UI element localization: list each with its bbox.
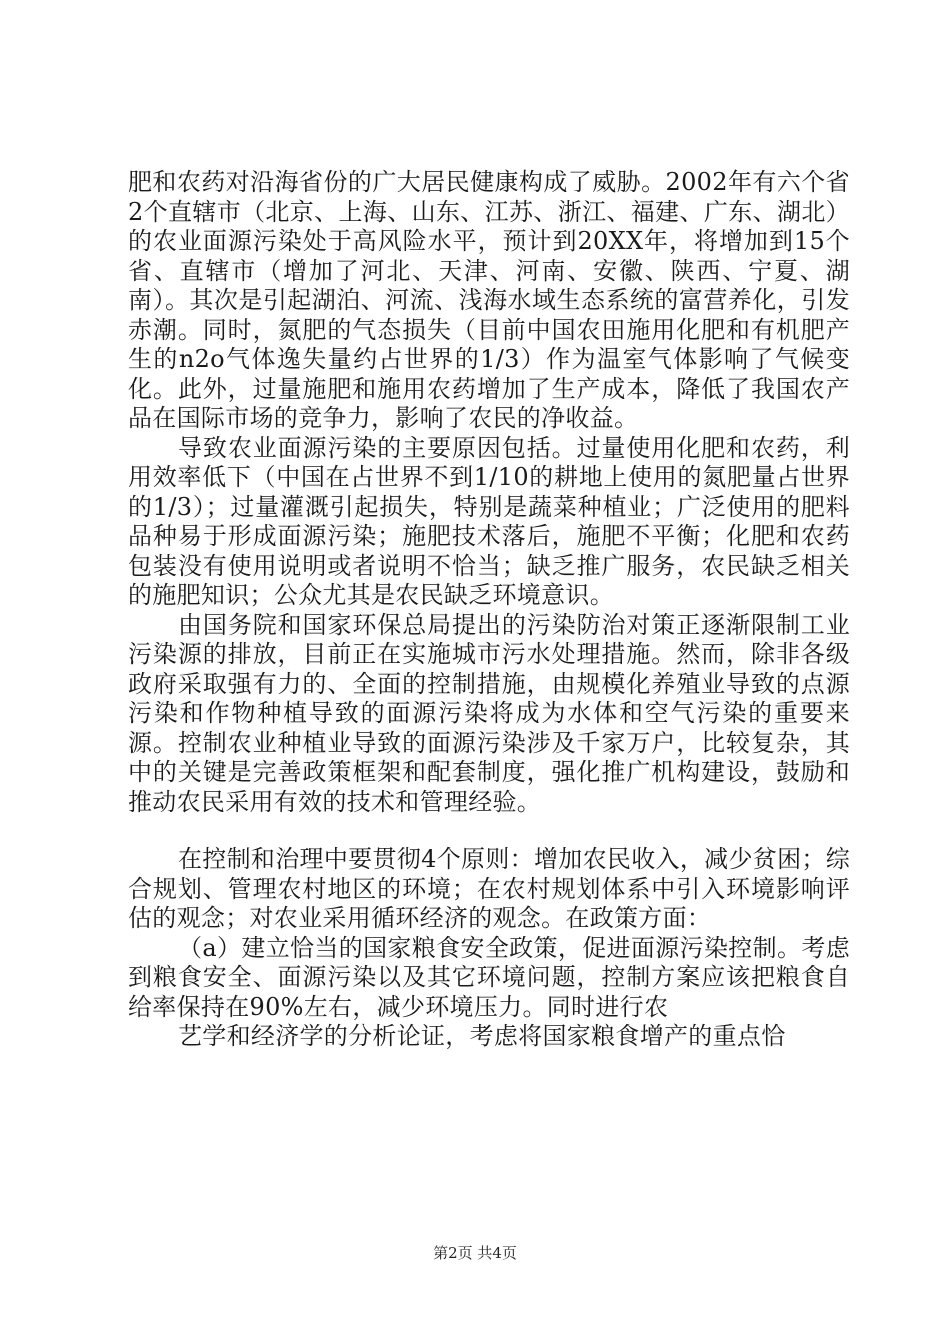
page-footer: 第2页 共4页 — [433, 1244, 517, 1262]
paragraph-1: 肥和农药对沿海省份的广大居民健康构成了威胁。2002年有六个省2个直辖市（北京、上海、山东、江苏、浙江、福建、广东、湖北）的农业面源污染处于高风险水平，预计到20XX年，将增加到15个省、直辖市（增加了河北、天津、河南、安徽、陕西、宁夏、湖南）。其次是引起湖泊、河流、浅海水域生态系统的富营养化，引发赤潮。同时，氮肥的气态损失（目前中国农田施用化肥和有机肥产生的n2o气体逸失量约占世界的1/3）作为温室气体影响了气候变化。此外，过量施肥和施用农药增加了生产成本，降低了我国农产品在国际市场的竞争力，影响了农民的净收益。 — [128, 168, 850, 432]
paragraph-4: 在控制和治理中要贯彻4个原则：增加农民收入，减少贫困；综合规划、管理农村地区的环境；在农村规划体系中引入环境影响评估的观念；对农业采用循环经济的观念。在政策方面： — [128, 845, 850, 932]
paragraph-2: 导致农业面源污染的主要原因包括。过量使用化肥和农药，利用效率低下（中国在占世界不到1/10的耕地上使用的氮肥量占世界的1/3）；过量灌溉引起损失，特别是蔬菜种植业；广泛使用的肥料品种易于形成面源污染；施肥技术落后，施肥不平衡；化肥和农药包装没有使用说明或者说明不恰当；缺乏推广服务，农民缺乏相关的施肥知识；公众尤其是农民缺乏环境意识。 — [128, 433, 850, 609]
paragraph-3: 由国务院和国家环保总局提出的污染防治对策正逐渐限制工业污染源的排放，目前正在实施城市污水处理措施。然而，除非各级政府采取强有力的、全面的控制措施，由规模化养殖业导致的点源污染和作物种植导致的面源污染将成为水体和空气污染的重要来源。控制农业种植业导致的面源污染涉及千家万户，比较复杂，其中的关键是完善政策框架和配套制度，强化推广机构建设，鼓励和推动农民采用有效的技术和管理经验。 — [128, 610, 850, 816]
paragraph-5: （a）建立恰当的国家粮食安全政策，促进面源污染控制。考虑到粮食安全、面源污染以及其它环境问题，控制方案应该把粮食自给率保持在90%左右，减少环境压力。同时进行农 — [128, 933, 850, 1021]
document-body — [128, 168, 850, 1052]
paragraph-6: 艺学和经济学的分析论证，考虑将国家粮食增产的重点恰 — [178, 1022, 786, 1050]
